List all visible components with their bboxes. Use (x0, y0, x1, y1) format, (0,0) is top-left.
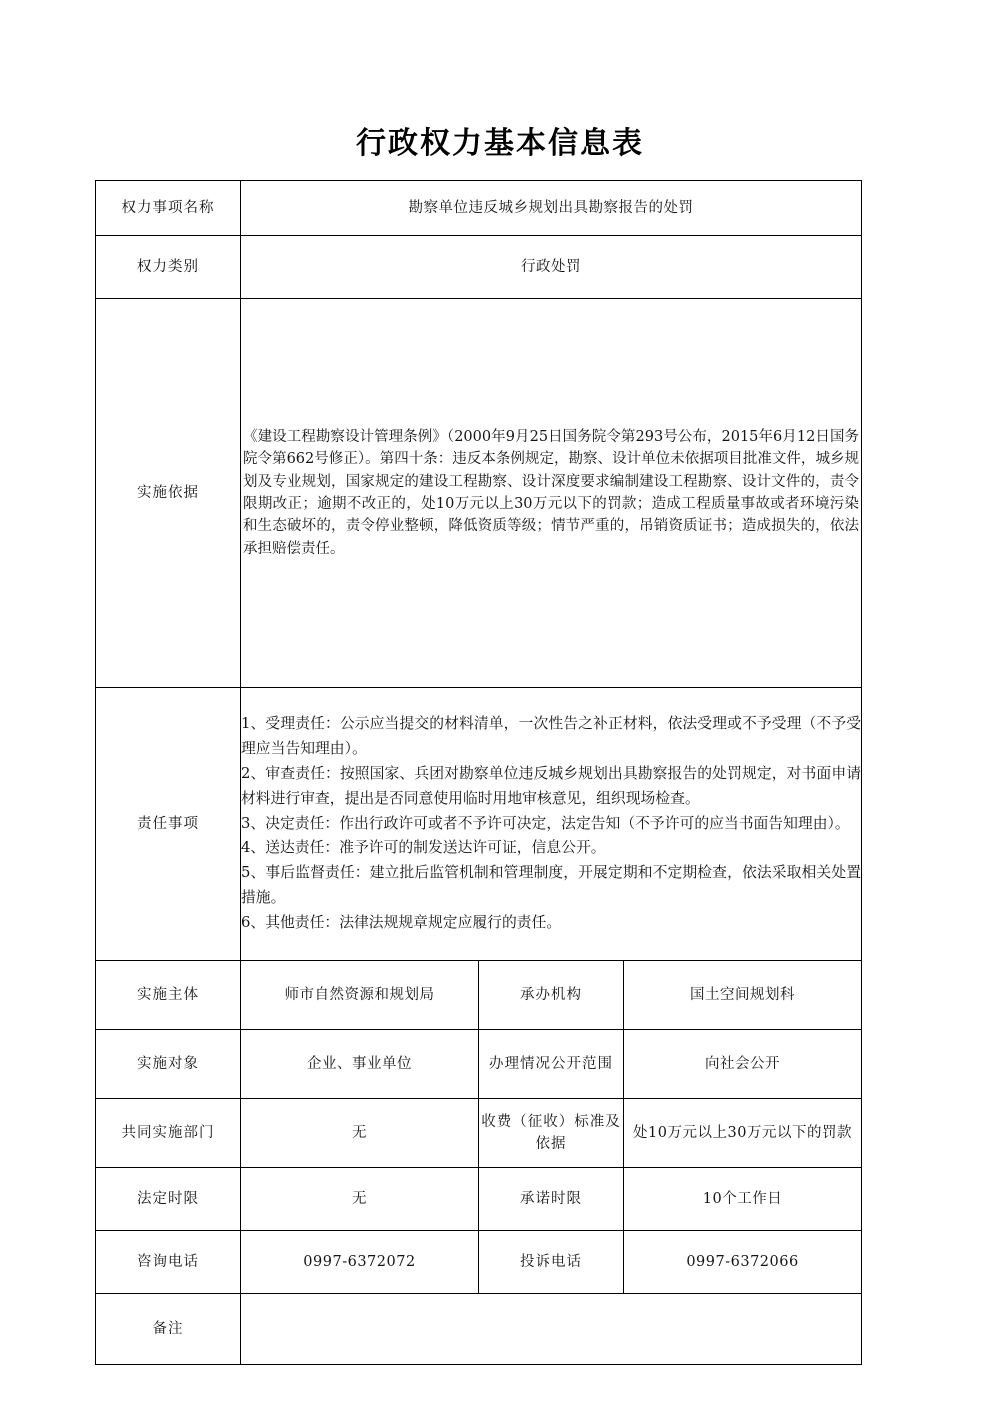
row-label-statutory-time-limit: 法定时限 (96, 1168, 241, 1231)
table-row-duty (96, 688, 862, 961)
row-label-fee-standard: 收费（征收）标准及依据 (479, 1099, 624, 1168)
row-value-joint-department: 无 (241, 1099, 479, 1168)
row-value-remark (241, 1294, 862, 1365)
row-value-consultation-phone: 0997-6372072 (241, 1231, 479, 1294)
table-row-remark (96, 1294, 862, 1365)
table-row-kind (96, 236, 862, 299)
row-value-handling-organization: 国土空间规划科 (624, 961, 862, 1030)
row-label-implementation-basis: 实施依据 (96, 299, 241, 688)
row-value-fee-standard: 处10万元以上30万元以下的罚款 (624, 1099, 862, 1168)
table-row-subject (96, 961, 862, 1030)
table-row-joint (96, 1099, 862, 1168)
table-row-name (96, 181, 862, 236)
duty-item-5: 5、事后监督责任：建立批后监管机制和管理制度，开展定期和不定期检查，依法采取相关处置措施。 (241, 864, 862, 907)
power-info-table-wrapper (95, 180, 861, 1365)
row-label-complaint-phone: 投诉电话 (479, 1231, 624, 1294)
row-label-duty-items: 责任事项 (96, 688, 241, 961)
implementation-basis-text: 《建设工程勘察设计管理条例》（2000年9月25日国务院令第293号公布，2015年6月12日国务院令第662号修正）。第四十条：违反本条例规定，勘察、设计单位未依据项目批准文件，城乡规划及专业规划，国家规定的建设工程勘察、设计深度要求编制建设工程勘察、设计文件的，责令限期改正；逾期不改正的，处10万元以上30万元以下的罚款；造成工程质量事故或者环境污染和生态破坏的，责令停业整顿，降低资质等级；情节严重的，吊销资质证书；造成损失的，依法承担赔偿责任。 (243, 428, 860, 557)
duty-item-1: 1、受理责任：公示应当提交的材料清单，一次性告之补正材料，依法受理或不予受理（不予受理应当告知理由）。 (241, 715, 862, 758)
row-label-implementation-object: 实施对象 (96, 1030, 241, 1099)
row-label-power-category: 权力类别 (96, 236, 241, 299)
table-row-phone (96, 1231, 862, 1294)
row-label-handling-organization: 承办机构 (479, 961, 624, 1030)
row-value-power-item-name: 勘察单位违反城乡规划出具勘察报告的处罚 (241, 181, 862, 236)
row-label-promised-time-limit: 承诺时限 (479, 1168, 624, 1231)
row-label-consultation-phone: 咨询电话 (96, 1231, 241, 1294)
row-label-disclosure-scope: 办理情况公开范围 (479, 1030, 624, 1099)
row-label-joint-department: 共同实施部门 (96, 1099, 241, 1168)
row-value-implementation-object: 企业、事业单位 (241, 1030, 479, 1099)
table-row-time-limit (96, 1168, 862, 1231)
duty-item-6: 6、其他责任：法律法规规章规定应履行的责任。 (241, 913, 562, 931)
row-value-implementation-basis (241, 299, 862, 688)
row-label-implementation-subject: 实施主体 (96, 961, 241, 1030)
duty-item-3: 3、决定责任：作出行政许可或者不予许可决定，法定告知（不予许可的应当书面告知理由）。 (241, 814, 850, 832)
duty-item-4: 4、送达责任：准予许可的制发送达许可证，信息公开。 (241, 839, 606, 857)
row-value-promised-time-limit: 10个工作日 (624, 1168, 862, 1231)
row-value-statutory-time-limit: 无 (241, 1168, 479, 1231)
table-row-basis (96, 299, 862, 688)
page-title: 行政权力基本信息表 (356, 126, 644, 161)
row-label-remark: 备注 (96, 1294, 241, 1365)
power-info-table (95, 180, 862, 1365)
row-value-implementation-subject: 师市自然资源和规划局 (241, 961, 479, 1030)
row-label-power-item-name: 权力事项名称 (96, 181, 241, 236)
table-row-object (96, 1030, 862, 1099)
row-value-power-category: 行政处罚 (241, 236, 862, 299)
row-value-complaint-phone: 0997-6372066 (624, 1231, 862, 1294)
duty-item-2: 2、审查责任：按照国家、兵团对勘察单位违反城乡规划出具勘察报告的处罚规定，对书面申请材料进行审查，提出是否同意使用临时用地审核意见，组织现场检查。 (241, 764, 862, 807)
row-value-disclosure-scope: 向社会公开 (624, 1030, 862, 1099)
row-value-duty-items (241, 688, 862, 961)
